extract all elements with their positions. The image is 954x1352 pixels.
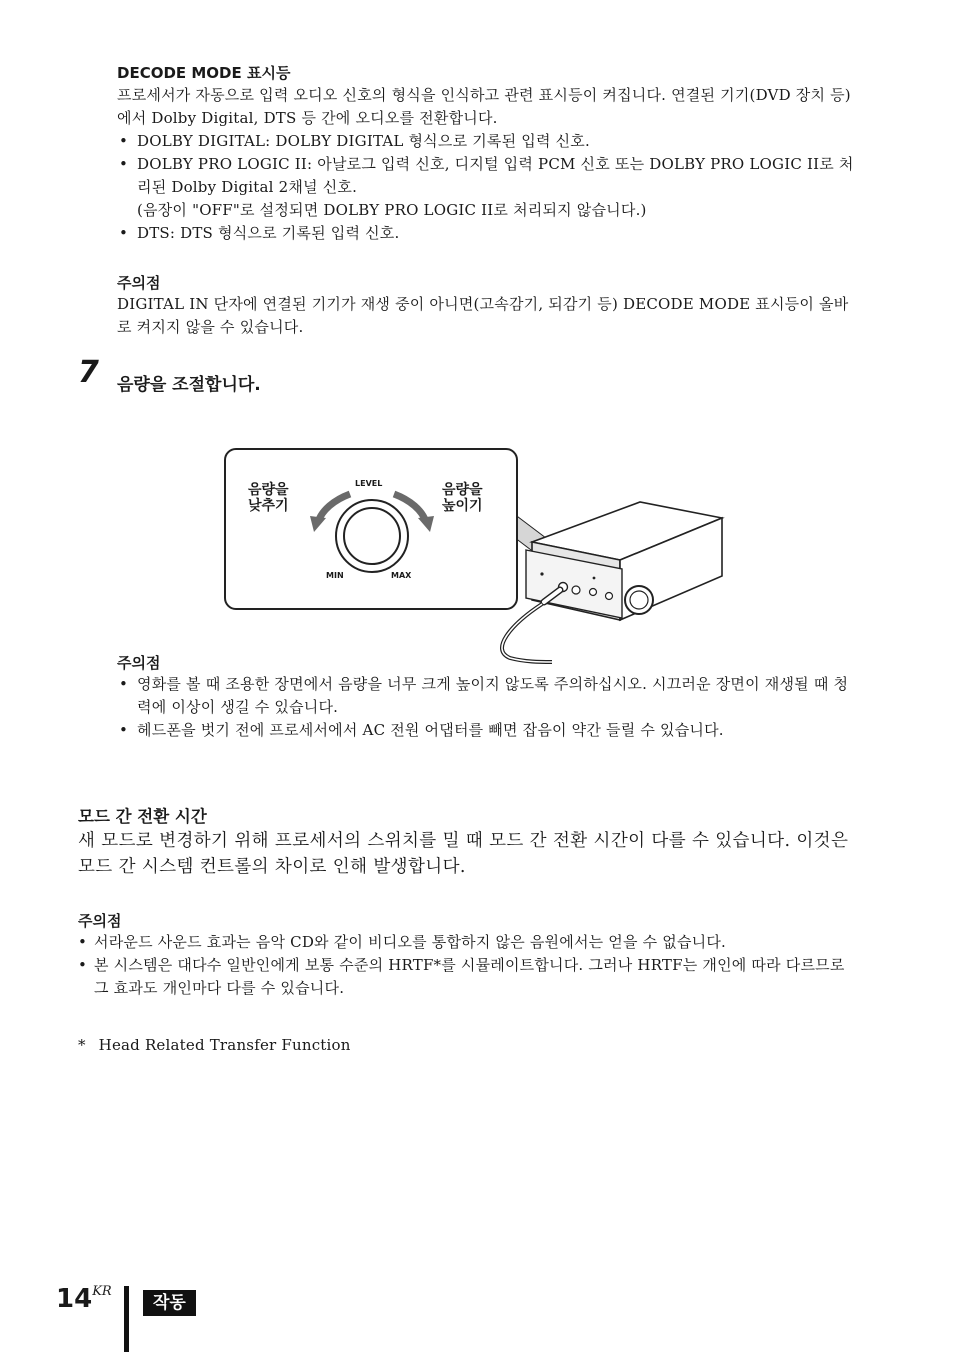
list-item: • 영화를 볼 때 조용한 장면에서 음량을 너무 크게 높이지 않도록 주의하십시오. 시끄러운 장면이 재생될 때 청력에 이상이 생길 수 있습니다.	[117, 673, 852, 719]
step-text: 음량을 조절합니다.	[117, 375, 261, 395]
decode-mode-list	[117, 130, 862, 245]
volume-knob-svg	[226, 450, 516, 608]
list-item: • DOLBY PRO LOGIC II: 아날로그 입력 신호, 디지털 입력 PCM 신호 또는 DOLBY PRO LOGIC II로 처리된 Dolby Digital 2채널 신호. (음장이 "OFF"로 설정되면 DOLBY PRO LOGIC II로 처리되지 않습니다.)	[117, 153, 862, 222]
footnote	[78, 1034, 778, 1057]
switch-text: 새 모드로 변경하기 위해 프로세서의 스위치를 밀 때 모드 간 전환 시간이 다를 수 있습니다. 이것은 모드 간 시스템 컨트롤의 차이로 인해 발생합니다.	[78, 831, 849, 877]
max-label: MAX	[391, 571, 412, 580]
decode-mode-item-note: (음장이 "OFF"로 설정되면 DOLBY PRO LOGIC II로 처리되지 않습니다.)	[137, 201, 647, 219]
footnote-text: Head Related Transfer Function	[98, 1036, 351, 1054]
list-item: • DOLBY DIGITAL: DOLBY DIGITAL 형식으로 기록된 입력 신호.	[117, 130, 862, 153]
arrow-left-icon	[310, 516, 326, 532]
switch-heading: 모드 간 전환 시간	[78, 807, 207, 826]
list-item: • 본 시스템은 대다수 일반인에게 보통 수준의 HRTF*를 시뮬레이트합니다. 그러나 HRTF는 개인에 따라 다르므로 그 효과도 개인마다 다를 수 있습니다.	[78, 954, 858, 1000]
footnote-mark: *	[78, 1036, 86, 1054]
page-number: $14^{KR}$	[56, 1284, 112, 1314]
arrow-right-icon	[418, 516, 434, 532]
decode-mode-heading: DECODE MODE 표시등	[117, 64, 291, 82]
processor-illustration	[490, 490, 730, 670]
note-heading: 주의점	[117, 274, 161, 292]
footer-rule	[124, 1286, 129, 1352]
note-heading: 주의점	[117, 654, 161, 672]
list-item: • DTS: DTS 형식으로 기록된 입력 신호.	[117, 222, 862, 245]
list-item: • 서라운드 사운드 효과는 음악 CD와 같이 비디오를 통합하지 않은 음원에서는 얻을 수 없습니다.	[78, 931, 858, 954]
callout-box	[224, 448, 518, 610]
note3-list	[78, 931, 858, 1000]
note-text: DIGITAL IN 단자에 연결된 기기가 재생 중이 아니면(고속감기, 되감기 등) DECODE MODE 표시등이 올바로 켜지지 않을 수 있습니다.	[117, 295, 849, 336]
volume-up-label: 음량을 높이기	[442, 482, 483, 514]
level-label: LEVEL	[355, 479, 383, 488]
decode-mode-body	[117, 84, 862, 245]
page-number-suffix: KR	[92, 1284, 112, 1299]
note-heading: 주의점	[78, 912, 122, 930]
section-tab: 작동	[143, 1290, 196, 1316]
volume-down-label: 음량을 낮추기	[248, 482, 289, 514]
min-label: MIN	[326, 571, 344, 580]
list-item: • 헤드폰을 벗기 전에 프로세서에서 AC 전원 어댑터를 빼면 잡음이 약간 들릴 수 있습니다.	[117, 719, 852, 742]
note2-list	[117, 673, 852, 742]
decode-mode-intro: 프로세서가 자동으로 입력 오디오 신호의 형식을 인식하고 관련 표시등이 켜집니다. 연결된 기기(DVD 장치 등)에서 Dolby Digital, DTS 등 간에 오디오를 전환합니다.	[117, 86, 851, 127]
step-number: 7	[78, 355, 99, 390]
